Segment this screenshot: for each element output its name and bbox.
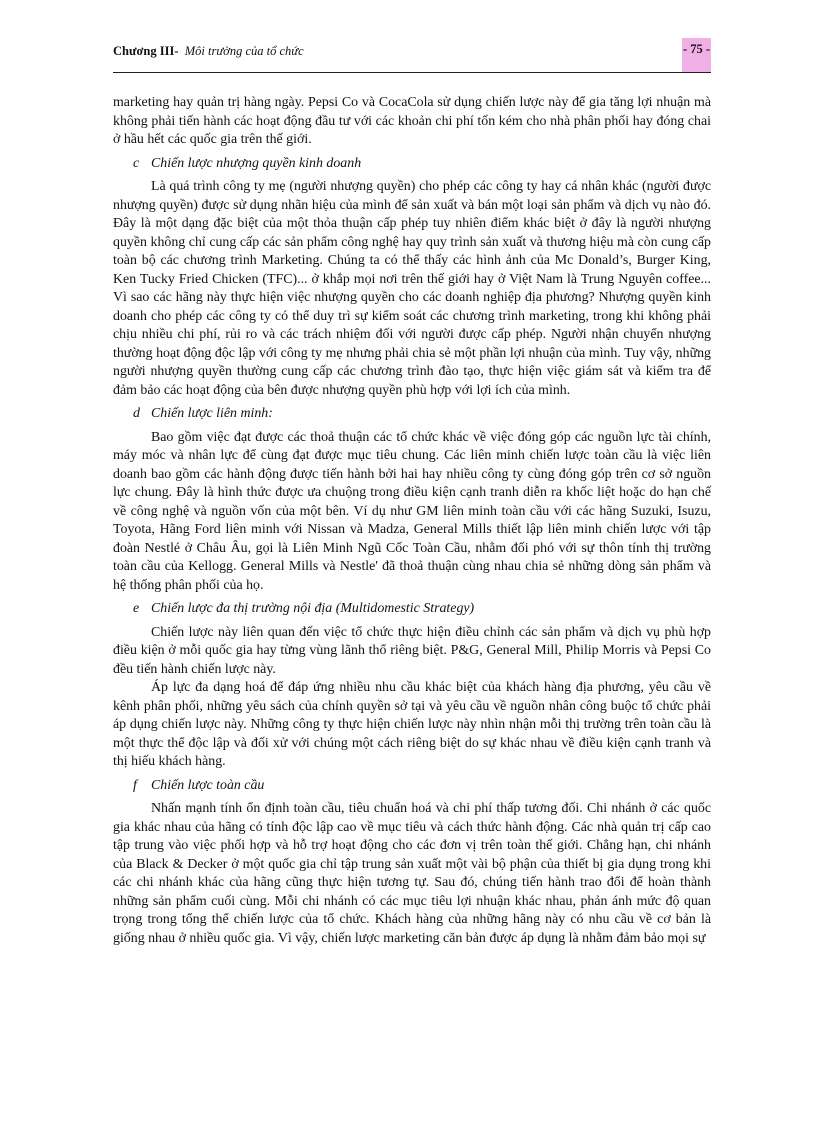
section-title: Chiến lược nhượng quyền kinh doanh: [151, 155, 362, 171]
section-heading-d: [113, 405, 711, 424]
section-heading-e: [113, 600, 711, 619]
header-rule: [113, 72, 711, 73]
paragraph-intro: marketing hay quản trị hàng ngày. Pepsi Co và CocaCola sử dụng chiến lược này để gia tăng lợi nhuận mà không phải tiến hành các hoạt động đầu tư với các khoản chi phí tốn kém cho nhà phân phối hay đóng chai ở hầu hết các quốc gia trên thế giới.: [113, 95, 711, 147]
section-letter: c: [133, 155, 140, 171]
paragraph-multidomestic-2: Áp lực đa dạng hoá để đáp ứng nhiều nhu cầu khác biệt của khách hàng địa phương, yêu cầu về kênh phân phối, những yêu sách của chính quyền sở tại và yêu cầu về nguồn nhân công buộc tổ chức phải áp dụng chiến lược này. Những công ty thực hiện chiến lược này nhìn nhận mỗi thị trường trên toàn cầu là một thực thể độc lập và đối xử với chúng một cách riêng biệt do sự khác nhau về điều kiện cạnh tranh và thị hiếu khách hàng.: [113, 680, 711, 769]
section-letter: f: [133, 777, 137, 793]
page-number-box: [682, 38, 711, 72]
paragraph-alliance: Bao gồm việc đạt được các thoả thuận các tổ chức khác về việc đóng góp các nguồn lực tài chính, máy móc và nhân lực để cùng đạt được mục tiêu chung. Các liên minh chiến lược toàn cầu là việc liên doanh bao gồm các hành động được tiến hành bởi hai hay nhiều công ty cùng đóng góp trên cơ sở nguồn lực chung. Đây là hình thức được ưa chuộng trong điều kiện cạnh tranh diễn ra khốc liệt hoặc do hạn chế về công nghệ và nguồn vốn của một bên. Ví dụ như GM liên minh toàn cầu với các hãng Suzuki, Isuzu, Toyota, Hãng Ford liên minh với Nissan và Madza, General Mills thiết lập liên minh chiến lược với tập đoàn Nestlé ở Châu Âu, gọi là Liên Minh Ngũ Cốc Toàn Cầu, nhằm đối phó với sự thôn tính thị trường toàn cầu của Kellogg. General Mills và Nestle' đã thoả thuận cùng nhau chia sẻ những dòng sản phẩm và hệ thống phân phối của họ.: [113, 429, 711, 593]
page-body: [113, 94, 711, 948]
section-letter: d: [133, 406, 140, 421]
paragraph-multidomestic-1: Chiến lược này liên quan đến việc tổ chức thực hiện điều chỉnh các sản phẩm và dịch vụ phù hợp điều kiện ở mỗi quốc gia hay từng vùng lãnh thổ riêng biệt. P&G, General Mill, Philip Morris và Pepsi Co đều tiến hành chiến lược này.: [113, 624, 711, 677]
paragraph-global: Nhấn mạnh tính ổn định toàn cầu, tiêu chuẩn hoá và chi phí thấp tương đối. Chi nhánh ở các quốc gia khác nhau của hãng có tính độc lập cao về mục tiêu và cách thức hành động. Các nhà quản trị cấp cao tập trung vào việc phối hợp và hỗ trợ hoạt động cho các đơn vị trên toàn thế giới. Chẳng hạn, chi nhánh của Black & Decker ở một quốc gia chỉ tập trung sản xuất một vài bộ phận của thiết bị gia dụng trong khi các chi nhánh khác của hãng cũng thực hiện tương tự. Sau đó, chúng tiến hành trao đổi để hoàn thành những sản phẩm cuối cùng. Mỗi chi nhánh có các mục tiêu lợi nhuận khác nhau, phản ánh mức độ quan trọng trong tổng thể chiến lược của tổ chức. Khách hàng của những hãng này có nhu cầu về cơ bản là giống nhau ở nhiều quốc gia. Vì vậy, chiến lược marketing căn bản được áp dụng là nhằm đảm bảo mọi sự: [113, 801, 711, 946]
section-letter: e: [133, 601, 140, 616]
section-title: Chiến lược toàn cầu: [151, 777, 265, 793]
section-heading-f: [113, 777, 711, 796]
page-number: - 75 -: [682, 42, 711, 56]
paragraph-franchise: Là quá trình công ty mẹ (người nhượng quyền) cho phép các công ty hay cá nhân khác (người được nhượng quyền) được sử dụng nhãn hiệu của mình để sản xuất và bán một loại sản phẩm và dịch vụ nào đó. Đây là một dạng đặc biệt của một thỏa thuận cấp phép tuy nhiên điểm khác biệt ở đây là người nhượng quyền không chỉ cung cấp các sản phẩm công nghệ hay quy trình sản xuất và thương hiệu mà còn cung cấp toàn bộ các chương trình Marketing. Chúng ta có thể thấy các hình ảnh của Mc Donald’s, Burger King, Ken Tucky Fried Chicken (TFC)... ở khắp mọi nơi trên thế giới hay ở Việt Nam là Trung Nguyên coffee... Vì sao các hãng này thực hiện việc nhượng quyền cho các doanh nghiệp địa phương? Nhượng quyền kinh doanh cho phép các công ty có thể duy trì sự kiểm soát các chương trình marketing, trong khi không phải chịu nhiều chi phí, rủi ro và các trách nhiệm đối với người được cấp phép. Người nhận chuyển nhượng thường hoạt động độc lập với công ty mẹ nhưng phải chia sẻ một phần lợi nhuận của mình. Tuy vậy, những người nhượng quyền thường cung cấp các chương trình đào tạo, thực hiện việc giám sát và kiểm tra để đảm bảo các hoạt động của bên được nhượng quyền phù hợp với lợi ích của mình.: [113, 179, 711, 398]
chapter-heading: [113, 44, 304, 59]
section-title: Chiến lược đa thị trường nội địa (Multidomestic Strategy): [151, 601, 475, 616]
section-title: Chiến lược liên minh:: [151, 406, 273, 421]
chapter-title: Môi trường của tổ chức: [184, 44, 304, 58]
section-heading-c: [113, 155, 711, 174]
chapter-label: Chương III-: [113, 44, 179, 58]
